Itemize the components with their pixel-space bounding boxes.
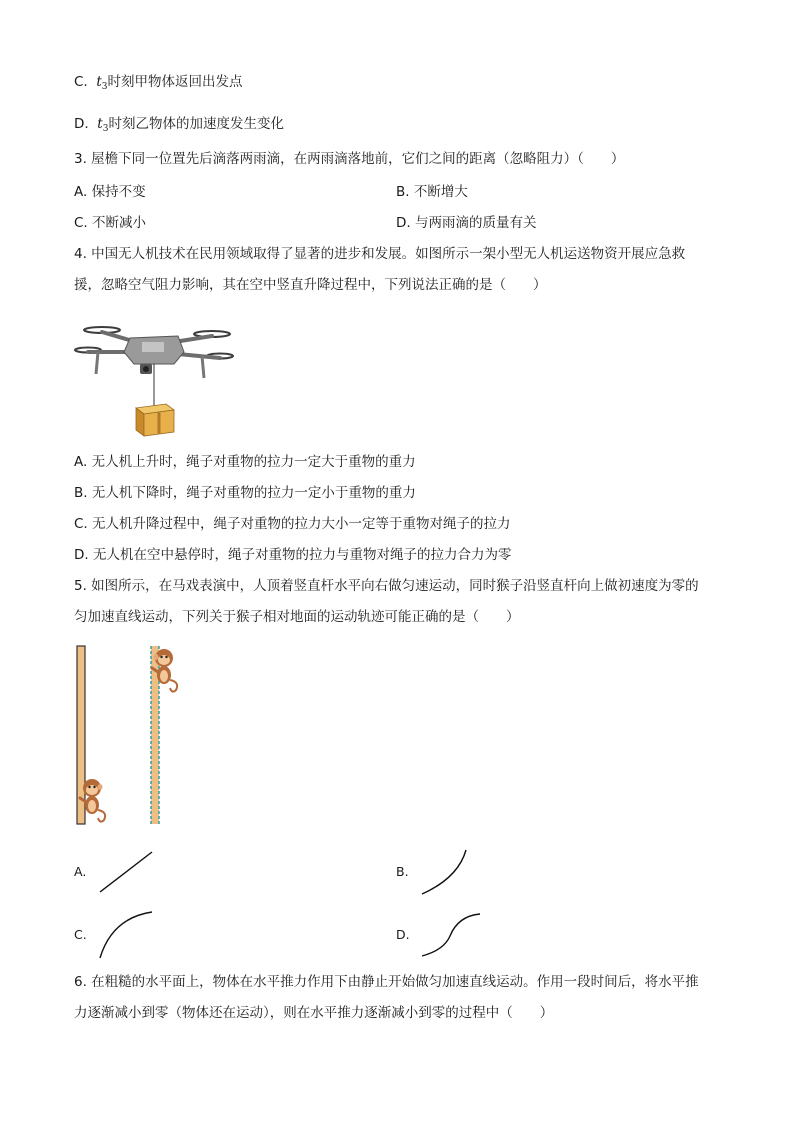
- q4-option-a: A. 无人机上升时，绳子对重物的拉力一定大于重物的重力: [74, 454, 416, 470]
- monkey-pole-figure: [72, 644, 192, 828]
- option-text: 时刻乙物体的加速度发生变化: [108, 116, 284, 132]
- q5-stem-line2: 匀加速直线运动，下列关于猴子相对地面的运动轨迹可能正确的是（ ）: [74, 609, 520, 625]
- q5-option-d-label: D.: [396, 927, 410, 942]
- q4-option-c: C. 无人机升降过程中，绳子对重物的拉力大小一定等于重物对绳子的拉力: [74, 516, 511, 532]
- option-prefix: D.: [74, 116, 89, 132]
- q5-stem-line1: 5. 如图所示，在马戏表演中，人顶着竖直杆水平向右做匀速运动，同时猴子沿竖直杆向上做初速度为零的: [74, 578, 699, 594]
- cargo-box: [136, 404, 174, 436]
- trajectory-curve-d: [420, 910, 482, 958]
- q6-stem-line1: 6. 在粗糙的水平面上，物体在水平推力作用下由静止开始做匀加速直线运动。作用一段时间后，将水平推: [74, 974, 699, 990]
- option-text: 时刻甲物体返回出发点: [107, 74, 243, 90]
- q4-stem-line1: 4. 中国无人机技术在民用领域取得了显著的进步和发展。如图所示一架小型无人机运送物资开展应急救: [74, 246, 686, 262]
- q3-stem: 3. 屋檐下同一位置先后滴落两雨滴，在两雨滴落地前，它们之间的距离（忽略阻力）（ ）: [74, 151, 625, 167]
- option-prefix: C.: [74, 74, 88, 90]
- time-variable: $t_3$: [97, 116, 109, 134]
- q3-option-b: B. 不断增大: [396, 184, 468, 200]
- q3-option-d: D. 与两雨滴的质量有关: [396, 215, 537, 231]
- trajectory-curve-c: [98, 910, 154, 960]
- q2-option-c: [74, 73, 242, 96]
- q5-option-a-label: A.: [74, 864, 87, 879]
- trajectory-curve-b: [420, 848, 470, 896]
- q5-option-b-label: B.: [396, 864, 409, 879]
- q4-option-b: B. 无人机下降时，绳子对重物的拉力一定小于重物的重力: [74, 485, 416, 501]
- drone-figure: [74, 312, 234, 440]
- q4-option-d: D. 无人机在空中悬停时，绳子对重物的拉力与重物对绳子的拉力合力为零: [74, 547, 512, 563]
- q2-option-d: [74, 115, 284, 138]
- q5-option-c-label: C.: [74, 927, 87, 942]
- q4-stem-line2: 援，忽略空气阻力影响，其在空中竖直升降过程中，下列说法正确的是（ ）: [74, 277, 547, 293]
- q3-option-c: C. 不断减小: [74, 215, 147, 231]
- q3-option-a: A. 保持不变: [74, 184, 146, 200]
- time-variable: $t_3$: [96, 74, 108, 92]
- q6-stem-line2: 力逐渐减小到零（物体还在运动），则在水平推力逐渐减小到零的过程中（ ）: [74, 1005, 554, 1021]
- trajectory-curve-a: [98, 850, 154, 894]
